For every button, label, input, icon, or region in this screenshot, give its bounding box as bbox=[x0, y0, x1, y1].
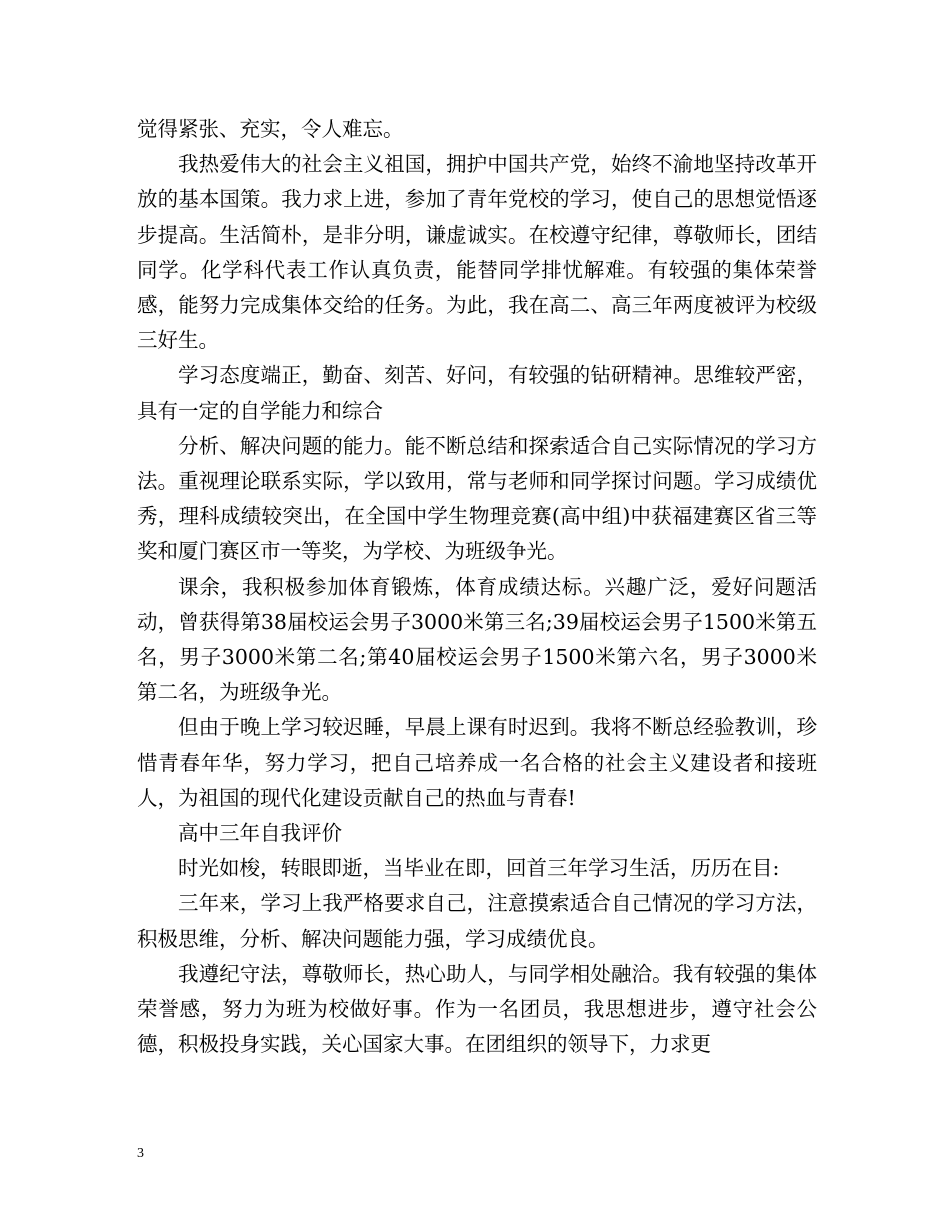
paragraph-discipline: 我遵纪守法，尊敬师长，热心助人，与同学相处融洽。我有较强的集体荣誉感，努力为班为校做好事。作为一名团员，我思想进步，遵守社会公德，积极投身实践，关心国家大事。在团组织的领导下，力求更 bbox=[137, 961, 817, 1057]
paragraph-shortcomings: 但由于晚上学习较迟睡，早晨上课有时迟到。我将不断总经验教训，珍惜青春年华，努力学习，把自己培养成一名合格的社会主义建设者和接班人，为祖国的现代化建设贡献自己的热血与青春! bbox=[137, 715, 817, 810]
page-number: 3 bbox=[137, 1146, 144, 1161]
paragraph-problem-solving: 分析、解决问题的能力。能不断总结和探索适合自己实际情况的学习方法。重视理论联系实际，学以致用，常与老师和同学探讨问题。学习成绩优秀，理科成绩较突出，在全国中学生物理竞赛(高中组)中获福建赛区省三等奖和厦门赛区市一等奖，为学校、为班级争光。 bbox=[137, 433, 817, 564]
section-heading: 高中三年自我评价 bbox=[178, 821, 342, 846]
paragraph-continuation: 觉得紧张、充实，令人难忘。 bbox=[137, 117, 404, 141]
paragraph-study-attitude: 学习态度端正，勤奋、刻苦、好问，有较强的钻研精神。思维较严密，具有一定的自学能力和综合 bbox=[137, 363, 817, 423]
document-body bbox=[137, 112, 817, 1062]
paragraph-study-methods: 三年来，学习上我严格要求自己，注意摸索适合自己情况的学习方法，积极思维，分析、解决问题能力强，学习成绩优良。 bbox=[137, 891, 817, 951]
paragraph-time-flies: 时光如梭，转眼即逝，当毕业在即，回首三年学习生活，历历在目: bbox=[178, 856, 780, 881]
paragraph-patriotism: 我热爱伟大的社会主义祖国，拥护中国共产党，始终不渝地坚持改革开放的基本国策。我力求上进，参加了青年党校的学习，使自己的思想觉悟逐步提高。生活简朴，是非分明，谦虚诚实。在校遵守纪律，尊敬师长，团结同学。化学科代表工作认真负责，能替同学排忧解难。有较强的集体荣誉感，能努力完成集体交给的任务。为此，我在高二、高三年两度被评为校级三好生。 bbox=[137, 152, 817, 353]
paragraph-sports: 课余，我积极参加体育锻炼，体育成绩达标。兴趣广泛，爱好问题活动，曾获得第38届校运会男子3000米第三名;39届校运会男子1500米第五名，男子3000米第二名;第40届校运会男子1500米第六名，男子3000米第二名，为班级争光。 bbox=[137, 574, 817, 705]
